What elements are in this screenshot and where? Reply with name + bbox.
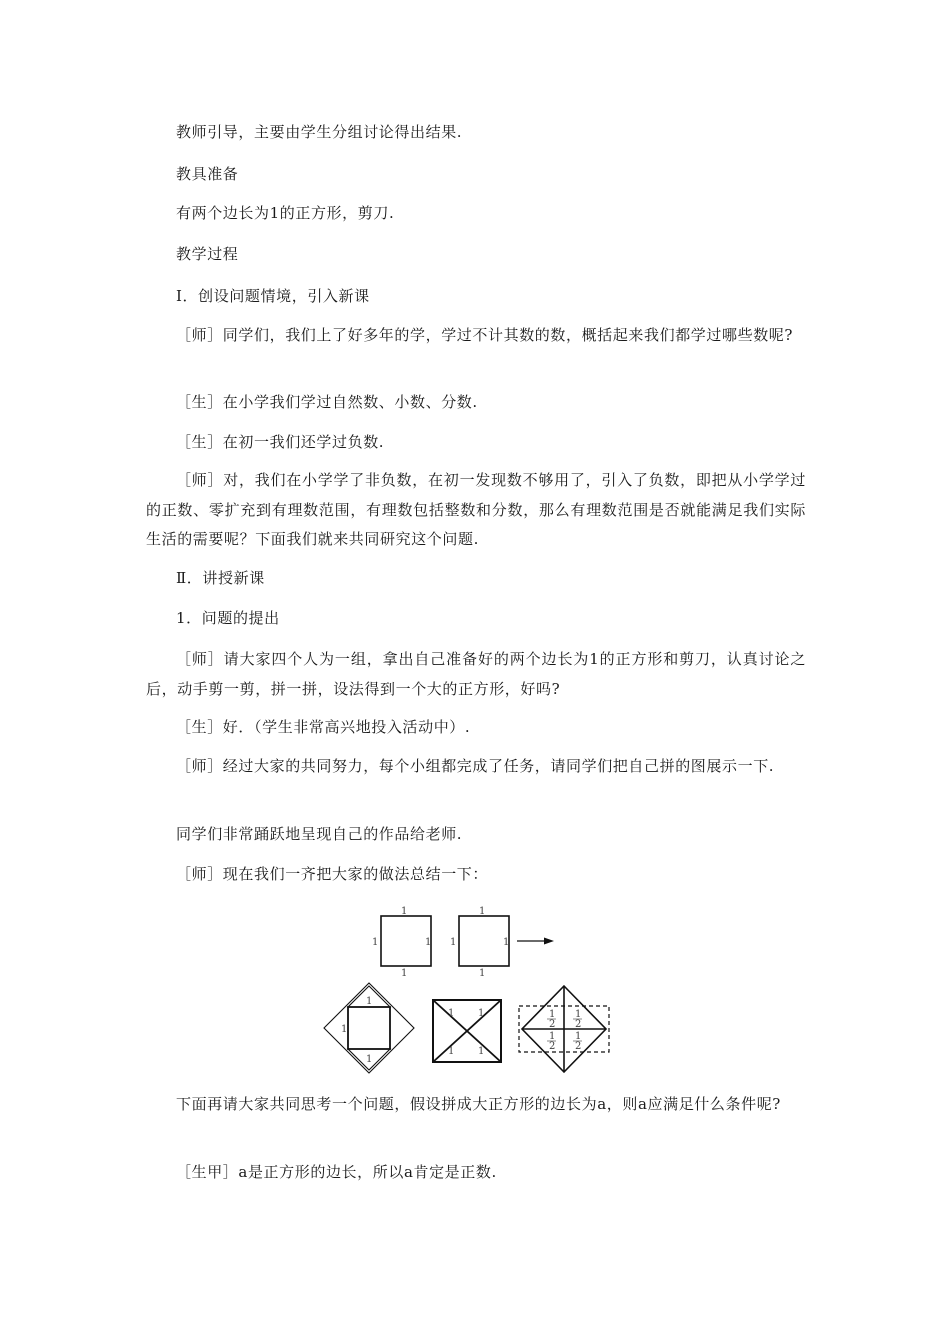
arrow-head-icon — [544, 938, 554, 945]
section-heading: 教学过程 — [176, 245, 239, 263]
label: 1 — [341, 1024, 348, 1035]
label-bottom: 1 — [401, 968, 408, 979]
fraction-half — [573, 1009, 582, 1030]
label: 1 — [478, 1008, 485, 1019]
svg-text:1: 1 — [575, 1031, 582, 1042]
label-right: 1 — [503, 937, 510, 948]
paragraph: ［生］好．（学生非常高兴地投入活动中）. — [176, 718, 471, 736]
svg-text:1: 1 — [549, 1009, 556, 1020]
label-right: 1 — [425, 937, 432, 948]
arrangement-c — [519, 986, 609, 1072]
svg-text:2: 2 — [575, 1019, 582, 1030]
section-heading: Ⅱ．讲授新课 — [176, 569, 265, 587]
svg-text:2: 2 — [575, 1041, 582, 1052]
arrangement-a — [324, 983, 414, 1073]
label: 1 — [448, 1046, 455, 1057]
label-bottom: 1 — [479, 968, 486, 979]
label-top: 1 — [479, 906, 486, 917]
label-top: 1 — [401, 906, 408, 917]
label: 1 — [478, 1046, 485, 1057]
paragraph: ［生］在小学我们学过自然数、小数、分数. — [176, 393, 478, 411]
paragraph: ［生甲］a是正方形的边长，所以a肯定是正数. — [176, 1163, 497, 1181]
paragraph: ［师］同学们，我们上了好多年的学，学过不计其数的数，概括起来我们都学过哪些数呢? — [176, 326, 794, 344]
label-left: 1 — [372, 937, 379, 948]
paragraph: 有两个边长为1的正方形，剪刀. — [176, 204, 395, 222]
section-heading: 教具准备 — [176, 165, 239, 183]
paragraph: 同学们非常踊跃地呈现自己的作品给老师. — [176, 825, 463, 843]
paragraph: 教师引导，主要由学生分组讨论得出结果. — [176, 123, 463, 141]
label-left: 1 — [450, 937, 457, 948]
section-heading: Ⅰ．创设问题情境，引入新课 — [176, 287, 370, 305]
unit-square-1 — [381, 916, 431, 966]
arrangement-b — [433, 1000, 501, 1062]
label: 1 — [366, 1054, 373, 1065]
svg-text:2: 2 — [549, 1019, 556, 1030]
square-cutting-figure — [300, 900, 640, 1075]
paragraph: ［生］在初一我们还学过负数. — [176, 433, 385, 451]
paragraph: 下面再请大家共同思考一个问题，假设拼成大正方形的边长为a，则a应满足什么条件呢? — [176, 1095, 781, 1113]
fraction-half — [573, 1031, 582, 1052]
svg-text:1: 1 — [575, 1009, 582, 1020]
paragraph: ［师］对，我们在小学学了非负数，在初一发现数不够用了，引入了负数，即把从小学学过的正数、零扩充到有理数范围，有理数包括整数和分数，那么有理数范围是否就能满足我们实际生活的需要呢？下面我们就来共同研究这个问题. — [146, 471, 806, 548]
fraction-half — [547, 1031, 556, 1052]
paragraph: ［师］现在我们一齐把大家的做法总结一下： — [176, 865, 489, 883]
label: 1 — [366, 996, 373, 1007]
fraction-half — [547, 1009, 556, 1030]
unit-square-2 — [459, 916, 509, 966]
label: 1 — [448, 1008, 455, 1019]
subsection-heading: 1．问题的提出 — [176, 609, 280, 627]
paragraph: ［师］请大家四个人为一组，拿出自己准备好的两个边长为1的正方形和剪刀，认真讨论之后，动手剪一剪，拼一拼，设法得到一个大的正方形，好吗? — [146, 650, 806, 698]
paragraph: ［师］经过大家的共同努力，每个小组都完成了任务，请同学们把自己拼的图展示一下. — [176, 757, 775, 775]
svg-text:1: 1 — [549, 1031, 556, 1042]
svg-text:2: 2 — [549, 1041, 556, 1052]
